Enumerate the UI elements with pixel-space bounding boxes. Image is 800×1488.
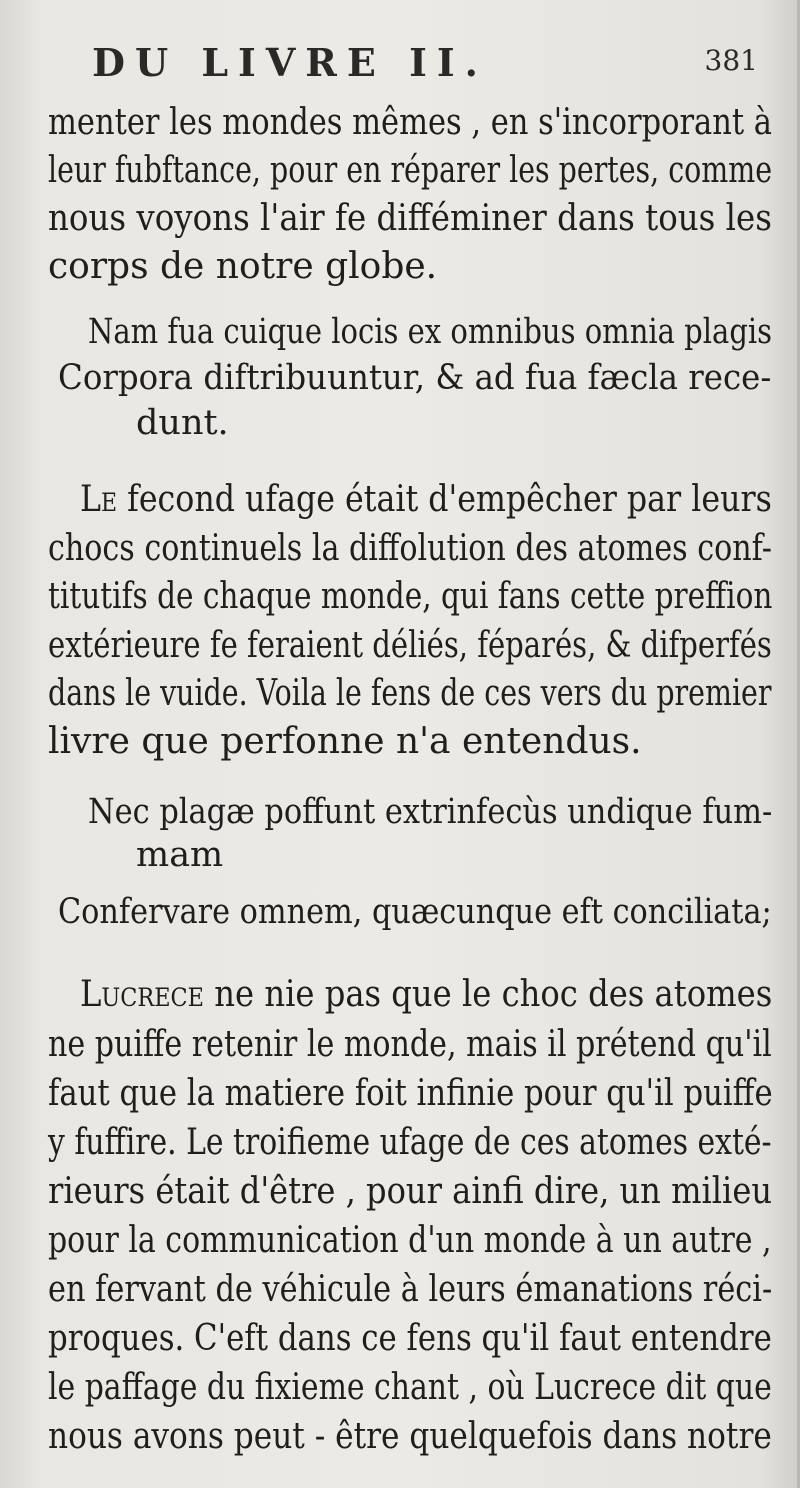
text-line: le paffage du fixieme chant , où Lucrece dit que [48,1367,772,1408]
text-line: faut que la matiere foit infinie pour qu'il puiffe [48,1073,773,1114]
text-line: dans le vuide. Voila le fens de ces vers du premier [48,673,772,714]
quote-line: dunt. [136,403,229,443]
line-rest: ne nie pas que le choc des atomes [214,974,773,1015]
text-line: leur fubftance, pour en réparer les pertes, comme [48,150,773,191]
text-line: en fervant de véhicule à leurs émanations réci- [48,1269,773,1310]
text-line: livre que perfonne n'a entendus. [48,721,642,762]
text-line: ne puiffe retenir le monde, mais il prétend qu'il [48,1024,772,1065]
text-line: titutifs de chaque monde, qui fans cette preffion [48,576,773,617]
paragraph-first-line [80,478,772,522]
text-line: nous avons peut - être quelquefois dans notre [48,1416,772,1457]
quote-line: mam [136,835,224,875]
running-title: DU LIVRE II. [92,40,488,85]
lead-word: Lucrece [80,974,205,1015]
quote-line: Nam fua cuique locis ex omnibus omnia plagis [88,312,773,352]
page-header [92,40,770,90]
text-line: chocs continuels la diffolution des atomes conf- [48,528,772,569]
text-line: menter les mondes mêmes , en s'incorporant à [48,102,772,143]
quote-line: Confervare omnem, quæcunque eft conciliata; [58,892,772,932]
text-line: pour la communication d'un monde à un autre , [48,1220,772,1261]
quote-line: Nec plagæ poffunt extrinfecùs undique fum- [88,792,773,832]
text-line: proques. C'eft dans ce fens qu'il faut entendre [48,1318,772,1359]
page-number: 381 [704,44,758,77]
lead-word: Le [80,479,118,520]
text-line: extérieure fe feraient déliés, féparés, & difperfés [48,625,772,666]
text-line: y fuffire. Le troifieme ufage de ces atomes exté- [48,1122,772,1163]
text-line: corps de notre globe. [48,246,438,287]
paragraph-first-line [80,973,772,1017]
text-line: nous voyons l'air fe difféminer dans tous les [48,198,772,239]
text-line: rieurs était d'être , pour ainfi dire, un milieu [48,1171,773,1212]
quote-line: Corpora diftribuuntur, & ad fua fæcla rece- [58,358,772,398]
line-rest: fecond ufage était d'empêcher par leurs [127,479,772,520]
